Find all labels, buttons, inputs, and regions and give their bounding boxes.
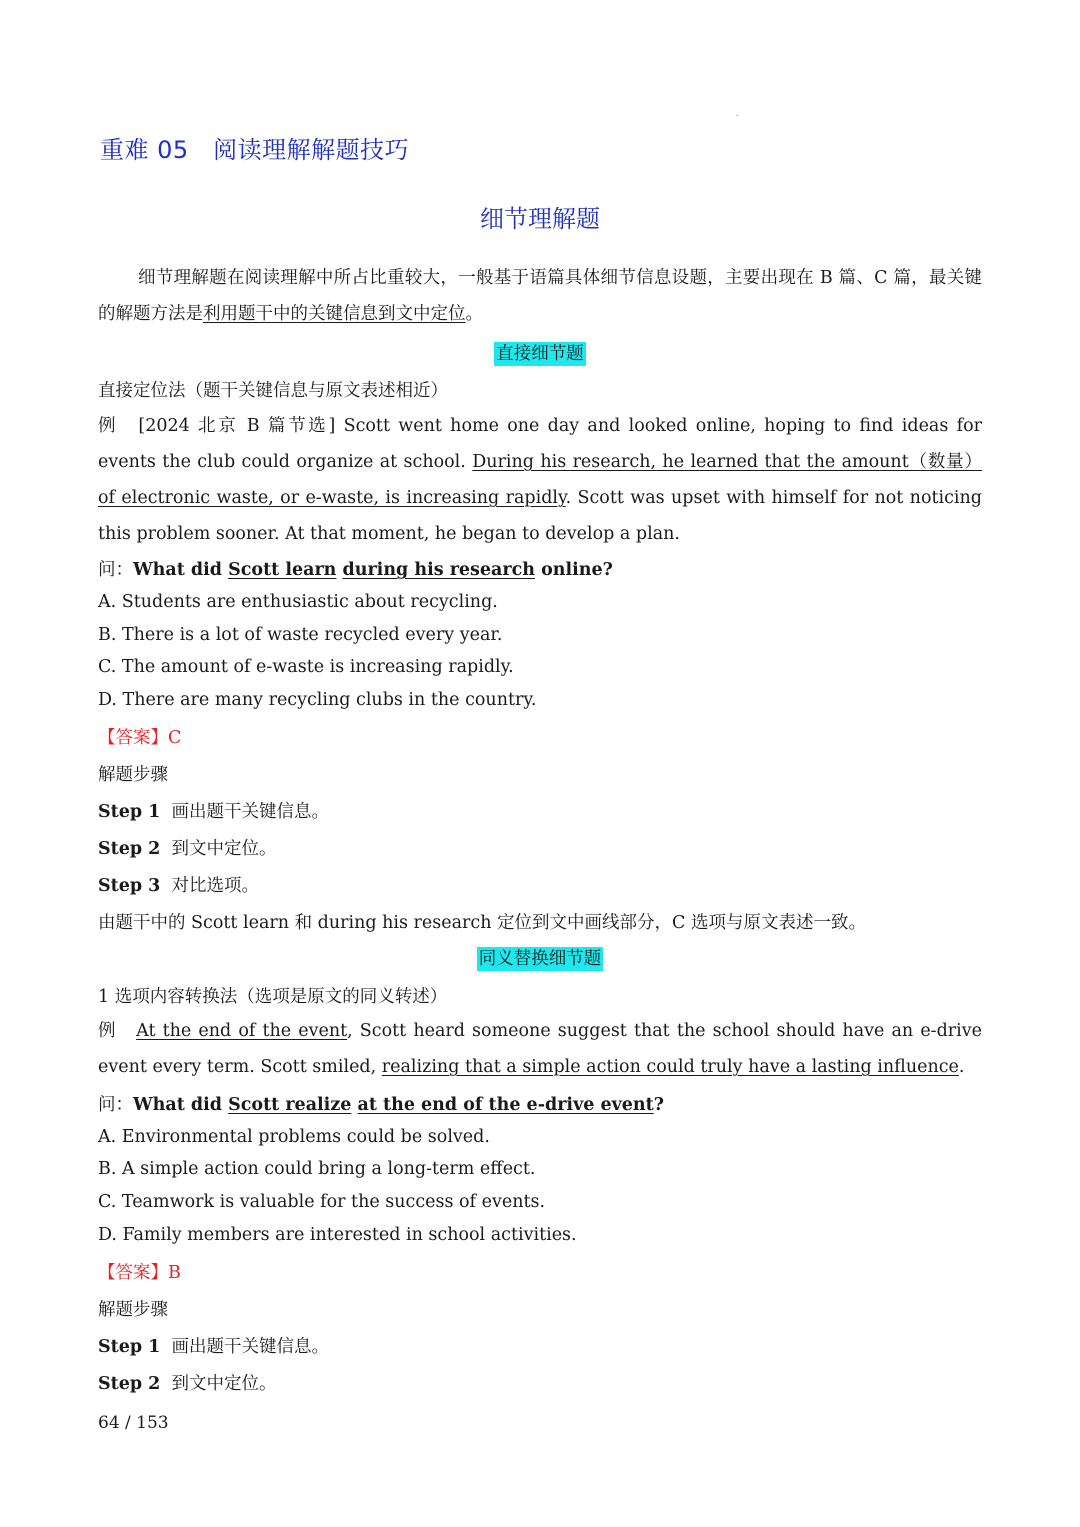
steps-title: 解题步骤 [98,765,168,785]
step-2 [98,1370,277,1395]
section1-example [98,408,982,552]
page-title: 重难 05 阅读理解解题技巧 [100,136,410,164]
question-text: What did [133,560,229,580]
step-label: Step 1 [98,802,161,822]
question-key-1: Scott learn [228,560,337,580]
option-a: A. Environmental problems could be solved. [98,1127,490,1147]
step-text: 到文中定位。 [171,839,277,859]
section2-method: 1 选项内容转换法（选项是原文的同义转述） [98,987,448,1007]
step-3 [98,872,259,897]
intro-paragraph [98,260,982,332]
example-underlined-2: realizing that a simple action could truly have a lasting influence [381,1057,959,1077]
option-b: B. There is a lot of waste recycled every year. [98,625,503,645]
option-b: B. A simple action could bring a long-term effect. [98,1159,536,1179]
question-text: online? [534,560,613,580]
example-underlined-1: At the end of the event [136,1021,348,1041]
question-key-2: at the end of the e-drive event [357,1095,654,1115]
page-number: 64 / 153 [98,1413,169,1433]
example-text-mid: , Scott heard someone suggest that the school should have an e-drive event every term. Scott smiled, [98,1021,982,1077]
section1-tag-label: 直接细节题 [496,344,584,364]
section1-question [98,556,613,581]
step-text: 画出题干关键信息。 [171,1337,330,1357]
step-label: Step 1 [98,1337,161,1357]
option-c: C. The amount of e-waste is increasing rapidly. [98,657,514,677]
option-d: D. Family members are interested in school activities. [98,1225,577,1245]
question-text: What did [133,1095,229,1115]
example-text-end: . [958,1057,965,1077]
section2-tag [0,945,1080,970]
step-2 [98,835,277,860]
step-label: Step 2 [98,839,161,859]
intro-text: 细节理解题在阅读理解中所占比重较大，一般基于语篇具体细节信息设题，主要出现在 B 篇、C 篇，最关键的解题方法是 [98,268,982,324]
question-key-1: Scott realize [228,1095,352,1115]
example-text-end: . Scott was upset with himself for not noticing this problem sooner. At that moment, he began to develop a plan. [98,488,982,544]
question-key-2: during his research [342,560,535,580]
example-text: 例 [98,1021,137,1041]
section2-tag-label: 同义替换细节题 [478,949,602,969]
question-prefix: 问： [98,560,133,580]
steps-title: 解题步骤 [98,1300,168,1320]
section1-tag [0,340,1080,365]
step-text: 画出题干关键信息。 [171,802,330,822]
question-text: ? [653,1095,664,1115]
section1-method: 直接定位法（题干关键信息与原文表述相近） [98,381,448,401]
intro-underlined: 利用题干中的关键信息到文中定位 [203,304,466,324]
answer: 【答案】B [98,1263,181,1283]
question-prefix: 问： [98,1095,133,1115]
example-text: 例 [2024 北京 B 篇节选] Scott went home one day and looked online, hoping to find ideas for events the club could organize at school. [98,416,982,472]
section-title: 细节理解题 [480,205,600,233]
explanation: 由题干中的 Scott learn 和 during his research 定位到文中画线部分，C 选项与原文表述一致。 [98,913,866,933]
section2-question [98,1091,664,1116]
step-text: 到文中定位。 [171,1374,277,1394]
option-d: D. There are many recycling clubs in the country. [98,690,537,710]
option-a: A. Students are enthusiastic about recycling. [98,592,498,612]
section2-example [98,1013,982,1085]
step-1 [98,798,329,823]
scan-speck [736,115,738,116]
intro-end: 。 [465,304,483,324]
step-1 [98,1333,329,1358]
option-c: C. Teamwork is valuable for the success of events. [98,1192,546,1212]
example-underlined: During his research, he learned that the amount（数量） of electronic waste, or e-waste, is increasing rapidly [98,452,982,508]
step-label: Step 3 [98,876,161,896]
step-text: 对比选项。 [171,876,260,896]
answer: 【答案】C [98,728,182,748]
step-label: Step 2 [98,1374,161,1394]
